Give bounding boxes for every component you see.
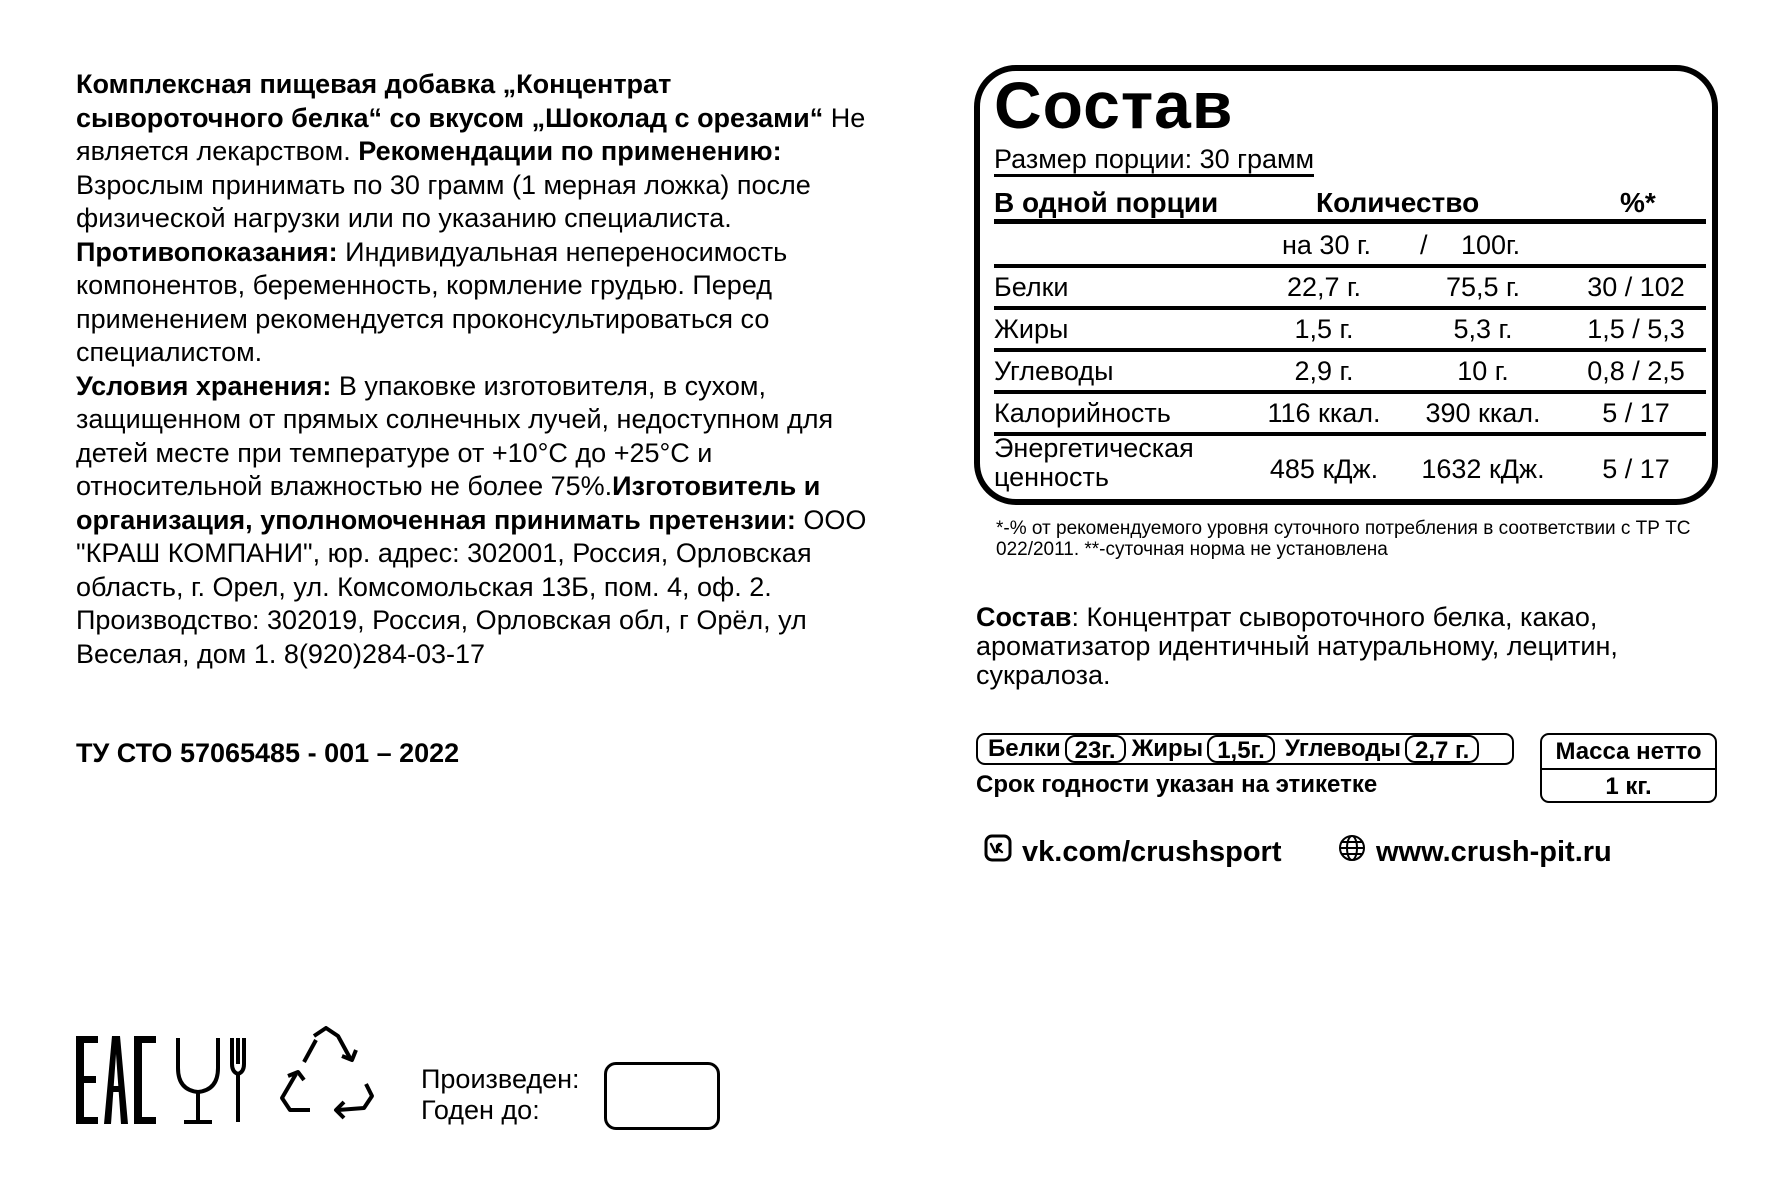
header-percent: %* — [1620, 187, 1656, 218]
footnote: *-% от рекомендуемого уровня суточного потребления в соответствии с ТР ТС 022/2011. **-суточная норма не установлена — [996, 518, 1691, 560]
usage-heading: Рекомендации по применению: — [358, 136, 782, 166]
vk-icon — [984, 834, 1012, 870]
row-name: Углеводы — [994, 356, 1114, 386]
row-per30: 116 ккал. — [1267, 398, 1381, 428]
serving-size: Размер порции: 30 грамм — [994, 144, 1314, 177]
product-name: Комплексная пищевая добавка „Концентрат сывороточного белка“ со вкусом „Шоколад с орезами“ — [76, 69, 824, 133]
composition-text: : Концентрат сывороточного белка, какао, ароматизатор идентичный натуральному, лецитин, сукралоза. — [976, 602, 1618, 690]
vk-url: vk.com/crushsport — [1022, 835, 1282, 868]
row-per100: 390 ккал. — [1425, 398, 1541, 428]
table-row — [994, 433, 1706, 502]
subheader-30g: на 30 г. — [1282, 230, 1372, 260]
medicine-note: Не является лекарством. — [76, 102, 866, 166]
contraindications-text: Индивидуальная непереносимость компонентов, беременность, кормление грудью. Перед применением рекомендуется проконсультироваться со специалистом. — [76, 236, 788, 367]
row-name: Калорийность — [994, 398, 1171, 428]
production-date-label: Произведен: — [421, 1064, 580, 1094]
macro-protein-value: 23г. — [1065, 735, 1126, 763]
eac-mark — [76, 1034, 168, 1131]
row-per30: 22,7 г. — [1286, 272, 1362, 302]
row-name — [994, 434, 1194, 492]
website-url: www.crush-pit.ru — [1376, 835, 1612, 868]
row-percent: 5 / 17 — [1602, 454, 1670, 484]
production-info — [421, 1064, 580, 1126]
date-stamp-box — [604, 1062, 720, 1130]
macro-protein-label: Белки — [988, 735, 1061, 762]
macros-strip — [976, 733, 1514, 765]
website-link[interactable] — [1338, 834, 1612, 870]
panel-title: Состав — [994, 68, 1234, 142]
table-row — [994, 352, 1706, 394]
net-mass-label: Масса нетто — [1542, 735, 1715, 770]
net-mass-value: 1 кг. — [1605, 773, 1652, 800]
macro-carb-value: 2,7 г. — [1405, 735, 1479, 763]
nutrition-header — [994, 187, 1706, 224]
row-per30: 2,9 г. — [1294, 356, 1354, 386]
nutrition-panel — [974, 65, 1718, 505]
row-name-line1: Энергетическая — [994, 433, 1194, 463]
row-name: Жиры — [994, 314, 1069, 344]
usage-text: Взрослым принимать по 30 грамм (1 мерная ложка) после физической нагрузки или по указанию специалиста. — [76, 169, 811, 233]
row-per100: 75,5 г. — [1445, 272, 1521, 302]
macro-fat-label: Жиры — [1131, 735, 1204, 762]
composition-label: Состав — [976, 602, 1072, 632]
table-row — [994, 310, 1706, 352]
row-per30: 485 кДж. — [1269, 454, 1379, 484]
row-name-line2: ценность — [994, 462, 1109, 492]
subheader-sep: / — [1420, 230, 1428, 260]
subheader-100g: 100г. — [1461, 230, 1521, 260]
macro-fat-value: 1,5г. — [1207, 735, 1275, 763]
macro-carb-label: Углеводы — [1284, 735, 1402, 762]
row-percent: 0,8 / 2,5 — [1587, 356, 1685, 386]
net-mass-box — [1540, 733, 1717, 803]
row-name: Белки — [994, 272, 1069, 302]
composition — [976, 603, 1716, 690]
contraindications-heading: Противопоказания: — [76, 236, 338, 267]
vk-link[interactable] — [984, 834, 1281, 870]
manufacturer-heading: Изготовитель и организация, уполномоченная принимать претензии: — [76, 471, 821, 535]
table-row — [994, 268, 1706, 310]
nutrition-subheader — [994, 228, 1706, 268]
header-per-serving: В одной порции — [994, 187, 1219, 218]
row-per30: 1,5 г. — [1294, 314, 1354, 344]
header-amount: Количество — [1316, 187, 1480, 218]
globe-icon — [1338, 834, 1366, 870]
row-per100: 10 г. — [1457, 356, 1509, 386]
food-safe-icon — [174, 1034, 254, 1131]
table-row — [994, 394, 1706, 436]
row-per100: 5,3 г. — [1453, 314, 1513, 344]
row-percent: 5 / 17 — [1602, 398, 1670, 428]
storage-text: В упаковке изготовителя, в сухом, защищенном от прямых солнечных лучей, недоступном для детей месте при температуре от +10°С до +25°С и относительной влажностью не более 75%. — [76, 370, 834, 501]
row-percent: 30 / 102 — [1587, 272, 1685, 302]
recycle-icon — [276, 1026, 376, 1127]
row-per100: 1632 кДж. — [1421, 454, 1545, 484]
shelf-life: Срок годности указан на этикетке — [976, 771, 1378, 798]
expiry-date-label: Годен до: — [421, 1095, 540, 1125]
storage-heading: Условия хранения: — [76, 370, 332, 401]
manufacturer-text: ООО "КРАШ КОМПАНИ", юр. адрес: 302001, Россия, Орловская область, г. Орел, ул. Комсомольская 13Б, пом. 4, оф. 2. Производство: 302019, Россия, Орловская обл, г Орёл, ул Веселая, дом 1. 8(920)284-03-17 — [76, 504, 867, 669]
product-description — [76, 68, 876, 671]
row-percent: 1,5 / 5,3 — [1587, 314, 1685, 344]
tu-code: ТУ СТО 57065485 - 001 – 2022 — [76, 738, 460, 768]
